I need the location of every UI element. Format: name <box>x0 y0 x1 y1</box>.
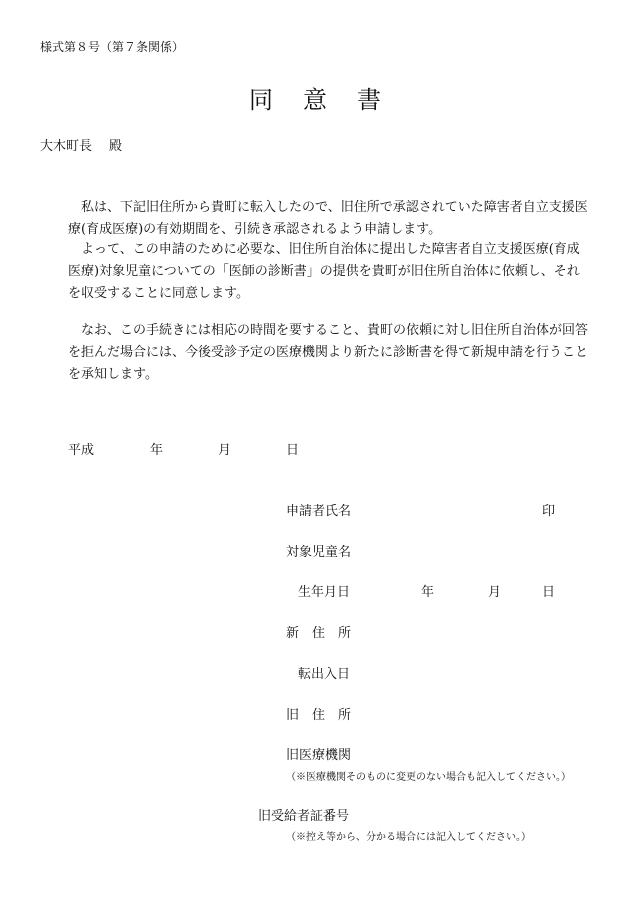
new-address-label: 新 住 所 <box>286 626 352 641</box>
paragraph-consent: よって、この申請のために必要な、旧住所自治体に提出した障害者自立支援医療(育成医療)対象児童についての「医師の診断書」の提供を貴町が旧住所自治体に依頼し、それを収受することに同意します。 <box>68 242 580 301</box>
birth-date-day: 日 <box>542 585 556 600</box>
old-certificate-label: 旧受給者証番号 <box>258 809 350 824</box>
title-char-1: 同 <box>249 86 273 114</box>
birth-date-month: 月 <box>488 585 502 600</box>
date-day: 日 <box>286 443 300 458</box>
child-name-label: 対象児童名 <box>286 545 352 560</box>
date-era: 平成 <box>68 443 95 458</box>
date-year: 年 <box>150 443 164 458</box>
paragraph-acknowledgement: なお、この手続きには相応の時間を要すること、貴町の依頼に対し旧住所自治体が回答を拒んだ場合には、今後受診予定の医療機関より新たに診断書を得て新規申請を行うことを承知します。 <box>68 323 589 382</box>
applicant-name-label: 申請者氏名 <box>286 504 352 519</box>
title-char-3: 書 <box>357 86 381 114</box>
addressee-name: 大木町長 <box>40 139 93 154</box>
old-institution-note: （※医療機関そのものに変更のない場合も記入してください。） <box>286 772 571 783</box>
old-certificate-note: （※控え等から、分かる場合には記入してください。） <box>286 832 531 843</box>
move-in-date-label: 転出入日 <box>298 667 351 682</box>
title-char-2: 意 <box>303 86 327 114</box>
form-number: 様式第８号（第７条関係） <box>40 40 185 54</box>
birth-date-label: 生年月日 <box>298 585 351 600</box>
date-month: 月 <box>218 443 232 458</box>
seal-mark: 印 <box>542 504 556 519</box>
birth-date-year: 年 <box>421 585 435 600</box>
paragraph-request: 私は、下記旧住所から貴町に転入したので、旧住所で承認されていた障害者自立支援医療(育成医療)の有効期間を、引続き承認されるよう申請します。 <box>68 200 588 237</box>
addressee-suffix: 殿 <box>109 139 123 154</box>
old-institution-label: 旧医療機関 <box>286 748 352 763</box>
old-address-label: 旧 住 所 <box>286 708 352 723</box>
